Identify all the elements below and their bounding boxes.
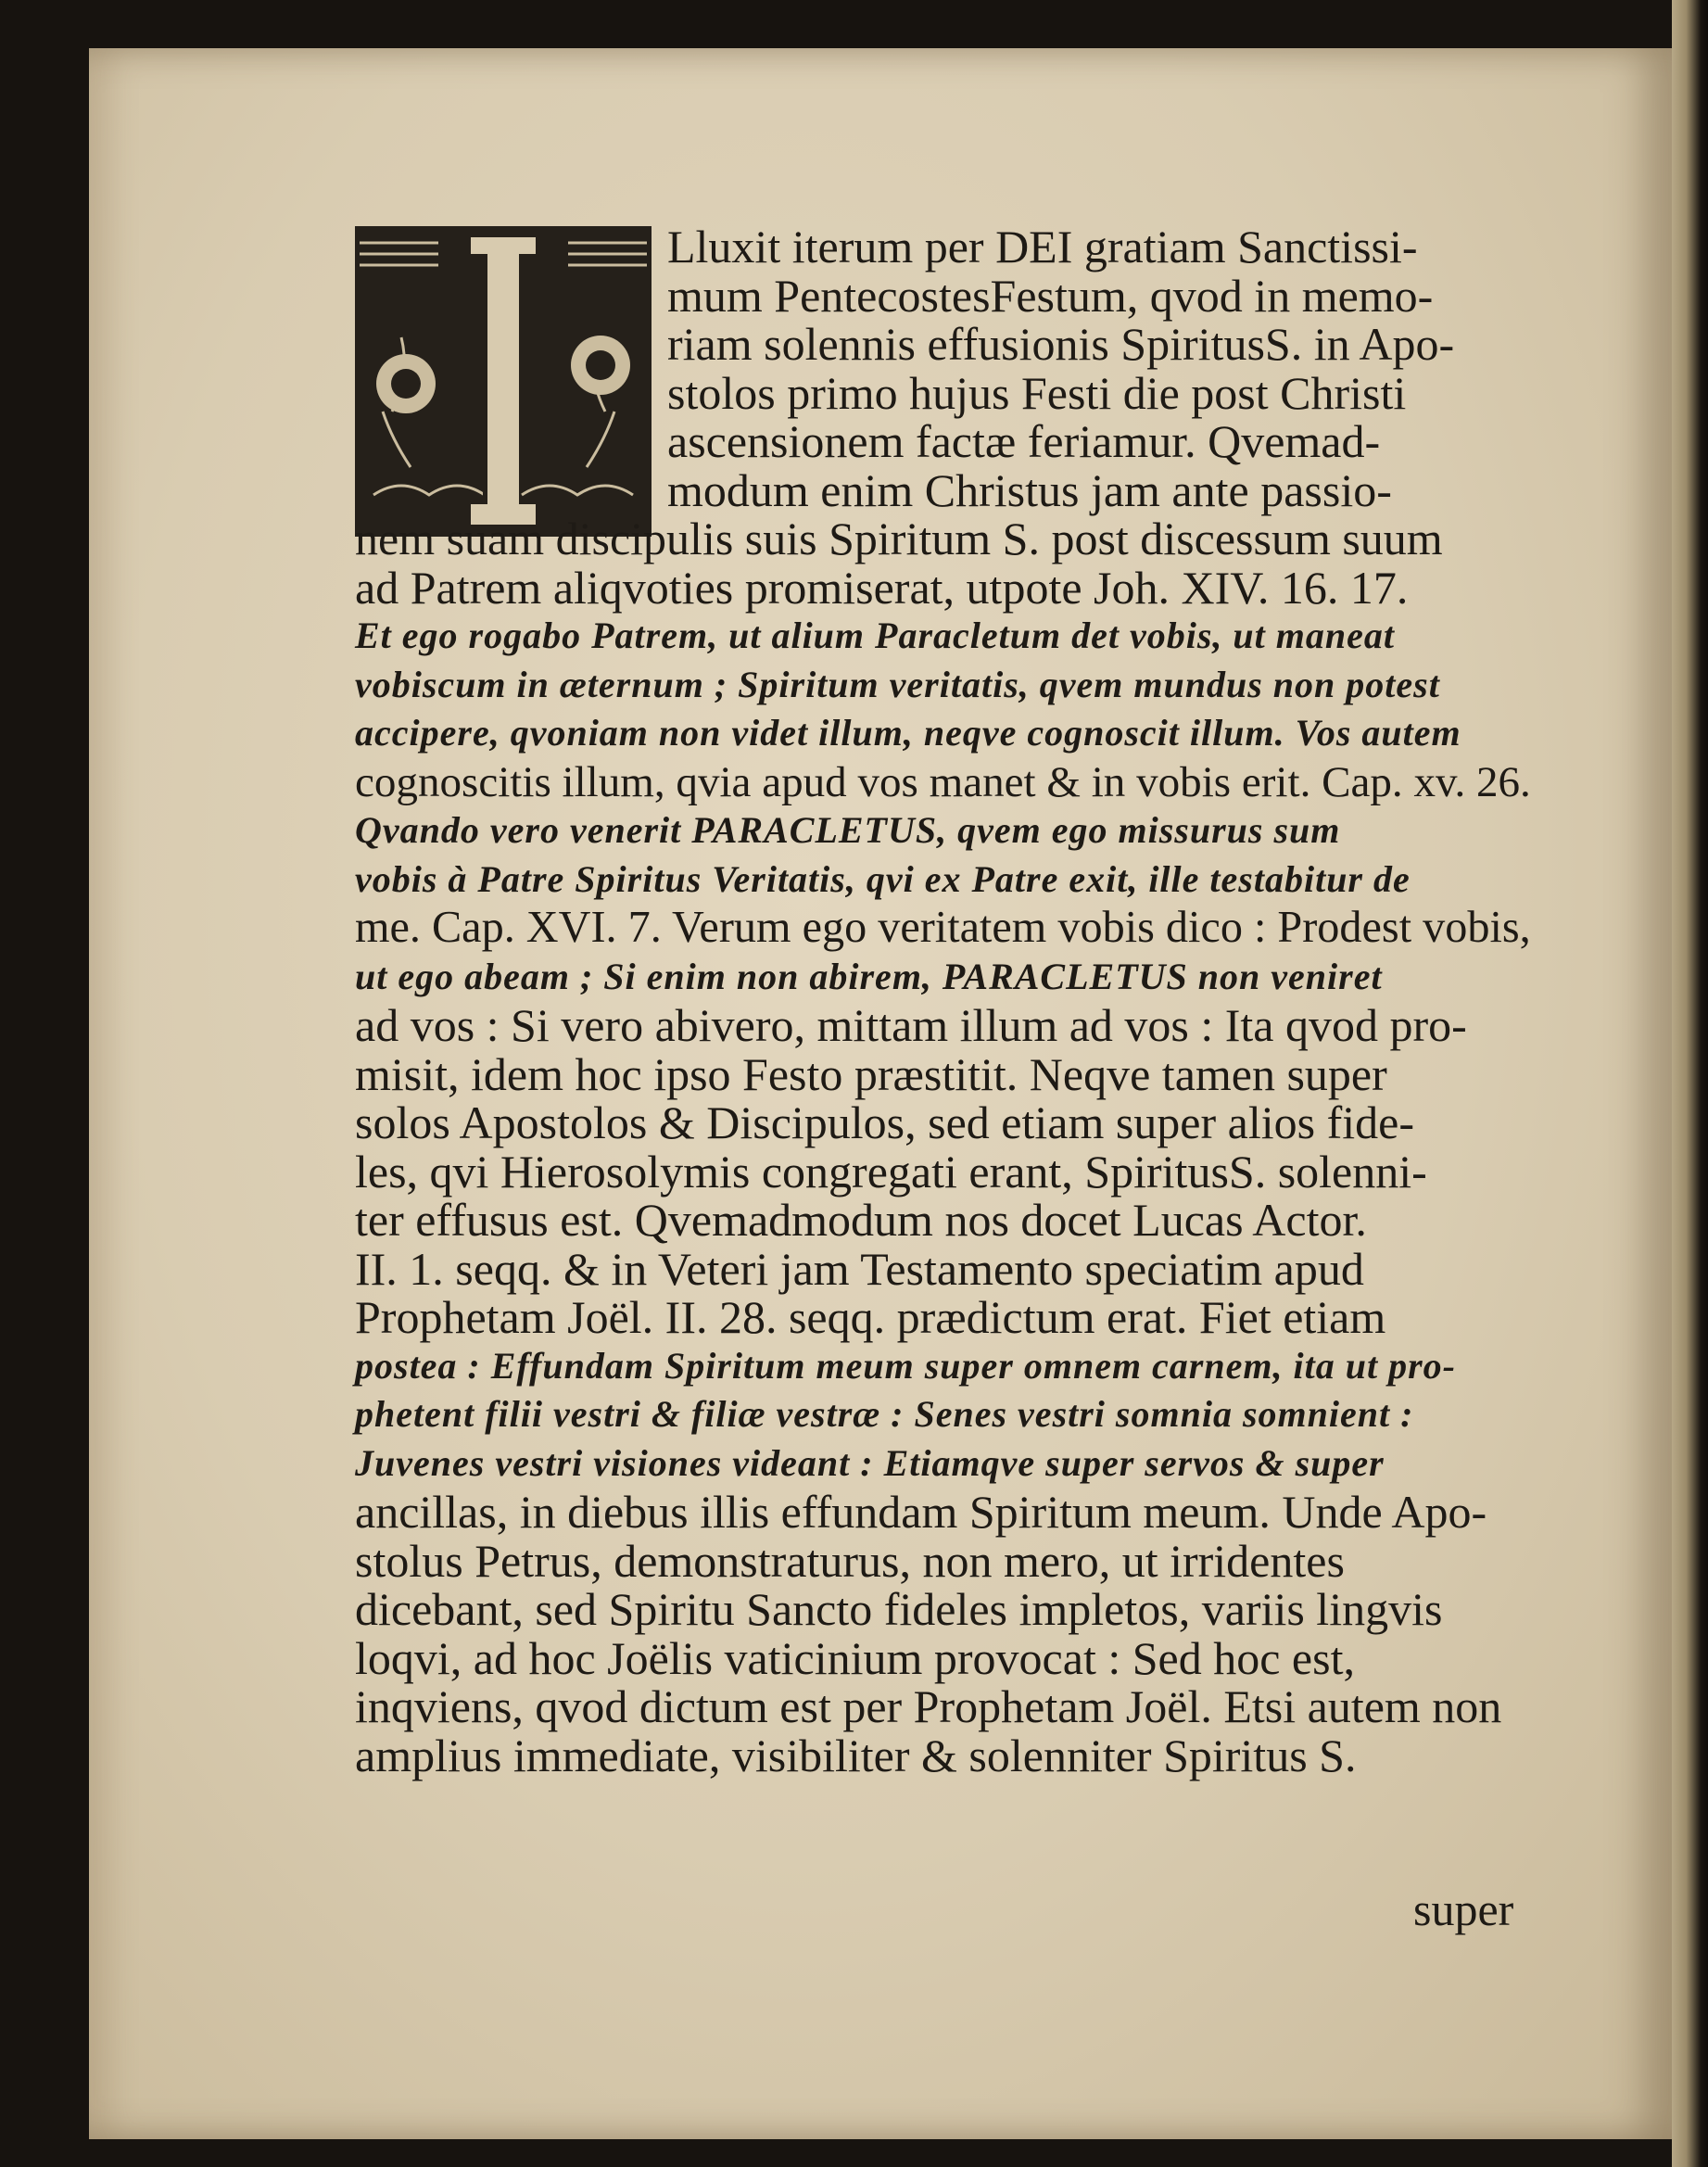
text-line-italic: vobiscum in æternum ; Spiritum veritatis, qvem mundus non potest bbox=[355, 663, 1440, 705]
text-line: riam solennis effusionis SpiritusS. in Apo- bbox=[667, 318, 1455, 370]
text-line: stolus Petrus, demonstraturus, non mero, ut irridentes bbox=[355, 1534, 1345, 1587]
text-line: Lluxit iterum per DEI gratiam Sanctissi- bbox=[667, 221, 1418, 272]
text-line: misit, idem hoc ipso Festo præstitit. Neqve tamen super bbox=[355, 1047, 1387, 1100]
text-line: ad Patrem aliqvoties promiserat, utpote Joh. XIV. 16. 17. bbox=[355, 561, 1409, 614]
text-line: stolos primo hujus Festi die post Christi bbox=[667, 366, 1407, 419]
text-line: modum enim Christus jam ante passio- bbox=[667, 463, 1392, 516]
main-text bbox=[355, 222, 1543, 1780]
text-line: cognoscitis illum, qvia apud vos manet & in vobis erit. Cap. xv. 26. bbox=[355, 757, 1531, 806]
text-line: loqvi, ad hoc Joëlis vaticinium provocat : Sed hoc est, bbox=[355, 1631, 1355, 1684]
text-line: les, qvi Hierosolymis congregati erant, SpiritusS. solenni- bbox=[355, 1145, 1427, 1198]
text-line: dicebant, sed Spiritu Sancto fideles impletos, variis lingvis bbox=[355, 1583, 1443, 1635]
text-line: me. Cap. XVI. 7. Verum ego veritatem vobis dico : Prodest vobis, bbox=[355, 903, 1531, 952]
text-line-italic: Juvenes vestri visiones videant : Etiamqve super servos & super bbox=[355, 1441, 1385, 1484]
text-line: Prophetam Joël. II. 28. seqq. prædictum erat. Fiet etiam bbox=[355, 1291, 1386, 1343]
text-line: amplius immediate, visibiliter & solenniter Spiritus S. bbox=[355, 1729, 1357, 1781]
text-line: ancillas, in diebus illis effundam Spiritum meum. Unde Apo- bbox=[355, 1486, 1487, 1538]
text-line: ter effusus est. Qvemadmodum nos docet Lucas Actor. bbox=[355, 1194, 1367, 1246]
text-line: solos Apostolos & Discipulos, sed etiam super alios fide- bbox=[355, 1096, 1414, 1148]
text-line-italic: postea : Effundam Spiritum meum super omnem carnem, ita ut pro- bbox=[355, 1344, 1456, 1387]
text-line: mum PentecostesFestum, qvod in memo- bbox=[667, 269, 1434, 322]
text-line: ascensionem factæ feriamur. Qvemad- bbox=[667, 415, 1381, 467]
text-line-italic: accipere, qvoniam non videt illum, neqve cognoscit illum. Vos autem bbox=[355, 712, 1461, 754]
catchword: super bbox=[1413, 1883, 1514, 1935]
text-line-italic: Qvando vero venerit PARACLETUS, qvem ego missurus sum bbox=[355, 809, 1341, 851]
text-line-italic: vobis à Patre Spiritus Veritatis, qvi ex Patre exit, ille testabitur de bbox=[355, 857, 1411, 900]
text-line-italic: phetent filii vestri & filiæ vestræ : Senes vestri somnia somnient : bbox=[355, 1393, 1414, 1435]
text-line-italic: Et ego rogabo Patrem, ut alium Paracletum det vobis, ut maneat bbox=[355, 615, 1396, 656]
text-line: II. 1. seqq. & in Veteri jam Testamento speciatim apud bbox=[355, 1242, 1364, 1295]
text-line: ad vos : Si vero abivero, mittam illum ad vos : Ita qvod pro- bbox=[355, 999, 1467, 1051]
text-line: inqviens, qvod dictum est per Prophetam Joël. Etsi autem non bbox=[355, 1680, 1502, 1732]
text-line: nem suam discipulis suis Spiritum S. post discessum suum bbox=[355, 513, 1443, 564]
facing-page-edge bbox=[1672, 0, 1708, 2167]
text-line-italic: ut ego abeam ; Si enim non abirem, PARACLETUS non veniret bbox=[355, 955, 1383, 997]
